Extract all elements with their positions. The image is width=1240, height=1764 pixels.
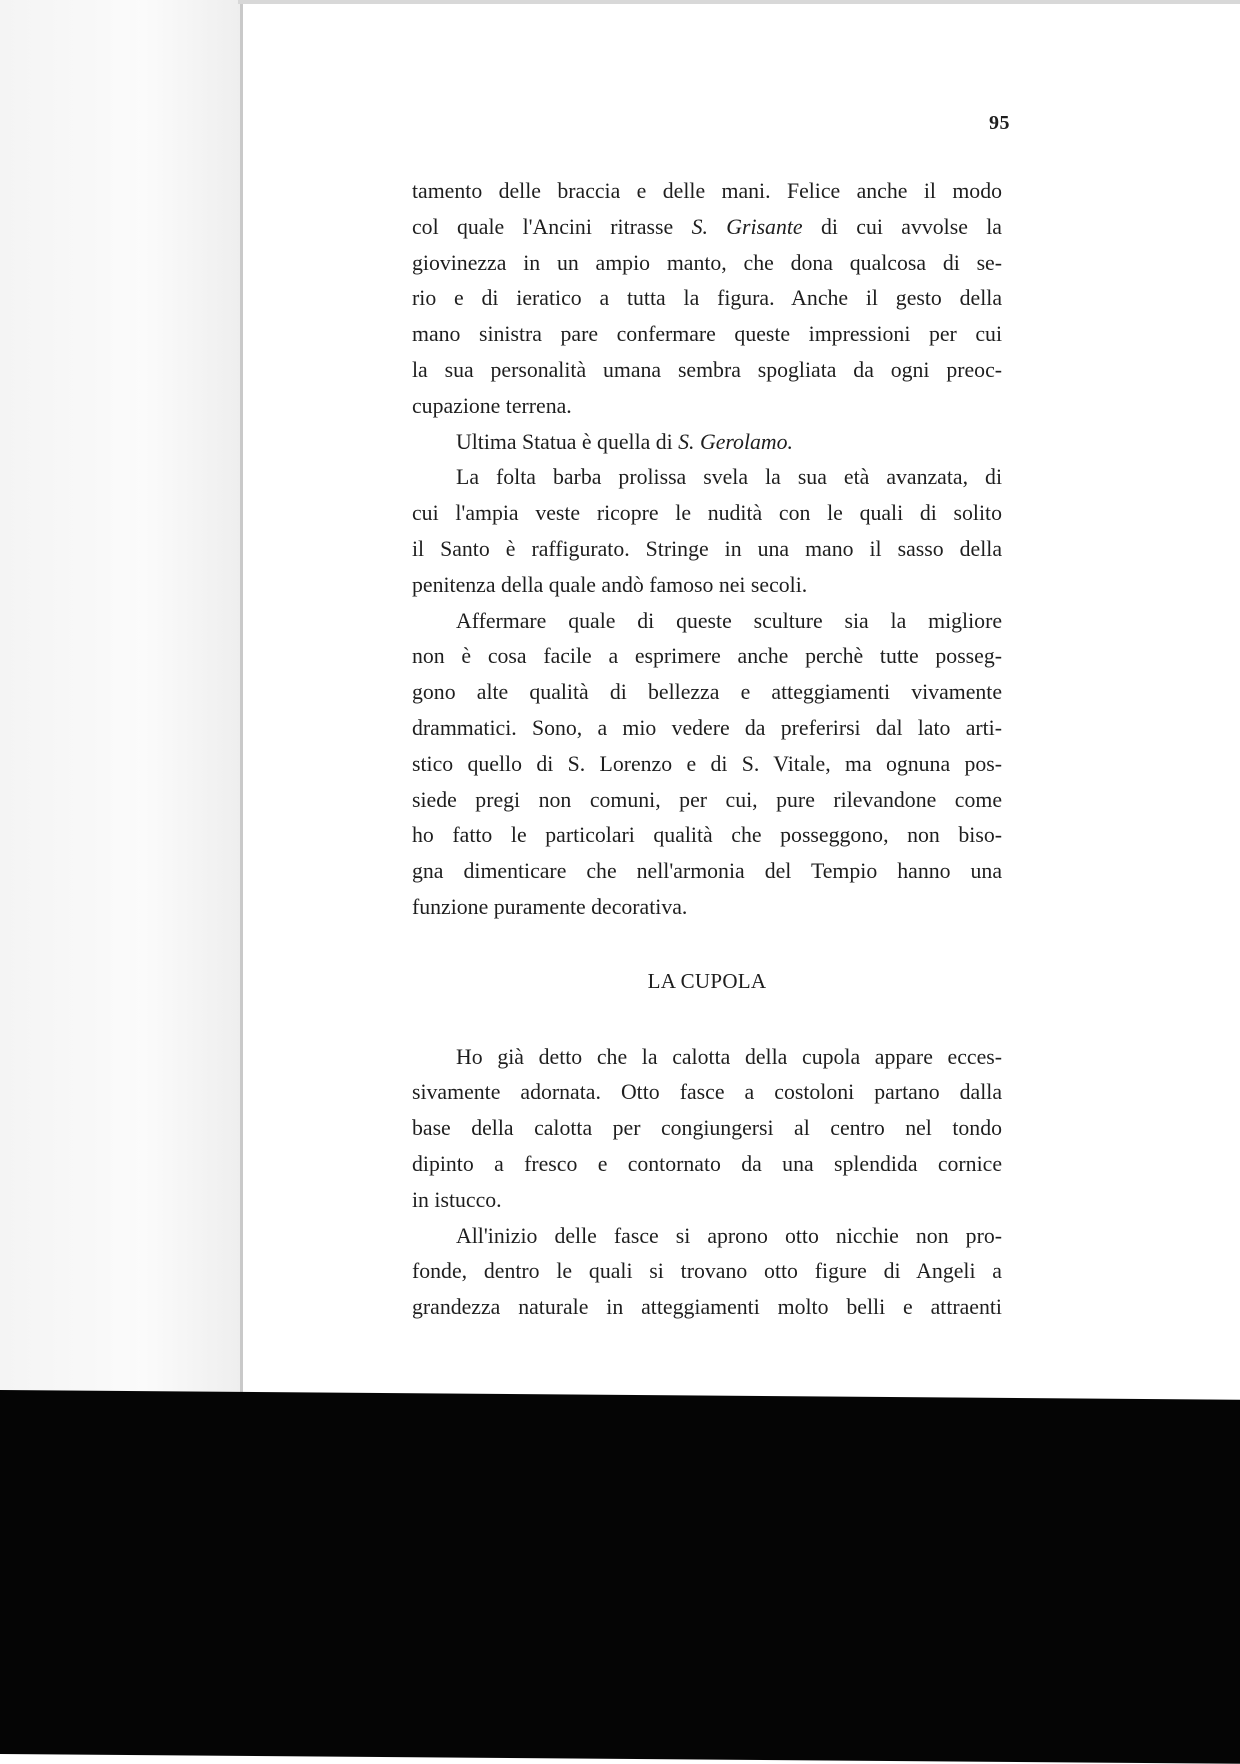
text-line: gono alte qualità di bellezza e atteggiamenti vivamente <box>412 680 1002 705</box>
text-line: funzione puramente decorativa. <box>412 894 688 919</box>
text-line: Ho già detto che la calotta della cupola appare ecces- <box>456 1044 1002 1069</box>
text-line: dipinto a fresco e contornato da una splendida cornice <box>412 1151 1002 1176</box>
text-line: fonde, dentro le quali si trovano otto figure di Angeli a <box>412 1259 1002 1284</box>
text-line: Affermare quale di queste sculture sia la migliore <box>456 608 1002 633</box>
paragraph-5 <box>412 1040 1002 1219</box>
section-heading: LA CUPOLA <box>647 968 767 993</box>
text-line: rio e di ieratico a tutta la figura. Anche il gesto della <box>412 286 1002 311</box>
text-line: siede pregi non comuni, per cui, pure rilevandone come <box>412 787 1002 812</box>
scanner-background-base <box>0 1410 1240 1754</box>
text-line: tamento delle braccia e delle mani. Felice anche il modo <box>412 179 1002 203</box>
text-line: La folta barba prolissa svela la sua età avanzata, di <box>456 465 1002 490</box>
paragraph-4 <box>412 604 1002 926</box>
saint-name-italic: S. Gerolamo. <box>678 429 793 454</box>
paragraph-6 <box>412 1219 1002 1326</box>
text-line: giovinezza in un ampio manto, che dona qualcosa di se- <box>412 250 1002 275</box>
text-line: gna dimenticare che nell'armonia del Tempio hanno una <box>412 859 1002 884</box>
saint-name-italic: S. Grisante <box>691 214 803 239</box>
text-line <box>412 425 1002 461</box>
page-body <box>412 174 1002 1326</box>
paragraph-2 <box>412 425 1002 461</box>
text-line: drammatici. Sono, a mio vedere da preferirsi dal lato arti- <box>412 715 1002 740</box>
text-line: cui l'ampia veste ricopre le nudità con le quali di solito <box>412 501 1002 526</box>
paragraph-1 <box>412 174 1002 425</box>
text-line: non è cosa facile a esprimere anche perchè tutte posseg- <box>412 644 1002 669</box>
text-line: cupazione terrena. <box>412 393 572 418</box>
text-line: All'inizio delle fasce si aprono otto nicchie non pro- <box>456 1223 1002 1248</box>
text-line: il Santo è raffigurato. Stringe in una mano il sasso della <box>412 536 1002 561</box>
text-fragment: di cui avvolse la <box>820 214 1002 239</box>
paragraph-3 <box>412 460 1002 603</box>
text-fragment: Ultima Statua è quella di <box>456 429 673 454</box>
text-line: la sua personalità umana sembra spogliata da ogni preoc- <box>412 357 1002 382</box>
text-line <box>412 210 1002 246</box>
text-line: stico quello di S. Lorenzo e di S. Vitale, ma ognuna pos- <box>412 751 1002 776</box>
text-fragment: col quale l'Ancini ritrasse <box>412 214 674 239</box>
text-line: grandezza naturale in atteggiamenti molto belli e attraenti <box>412 1295 1002 1320</box>
text-line: mano sinistra pare confermare queste impressioni per cui <box>412 322 1002 347</box>
text-line: sivamente adornata. Otto fasce a costoloni partano dalla <box>412 1080 1002 1105</box>
text-line: penitenza della quale andò famoso nei secoli. <box>412 572 808 597</box>
book-spine-margin <box>0 0 242 1400</box>
text-line: ho fatto le particolari qualità che posseggono, non biso- <box>412 823 1002 848</box>
text-line: in istucco. <box>412 1187 502 1212</box>
page-number: 95 <box>989 112 1010 134</box>
text-line: base della calotta per congiungersi al centro nel tondo <box>412 1116 1002 1141</box>
